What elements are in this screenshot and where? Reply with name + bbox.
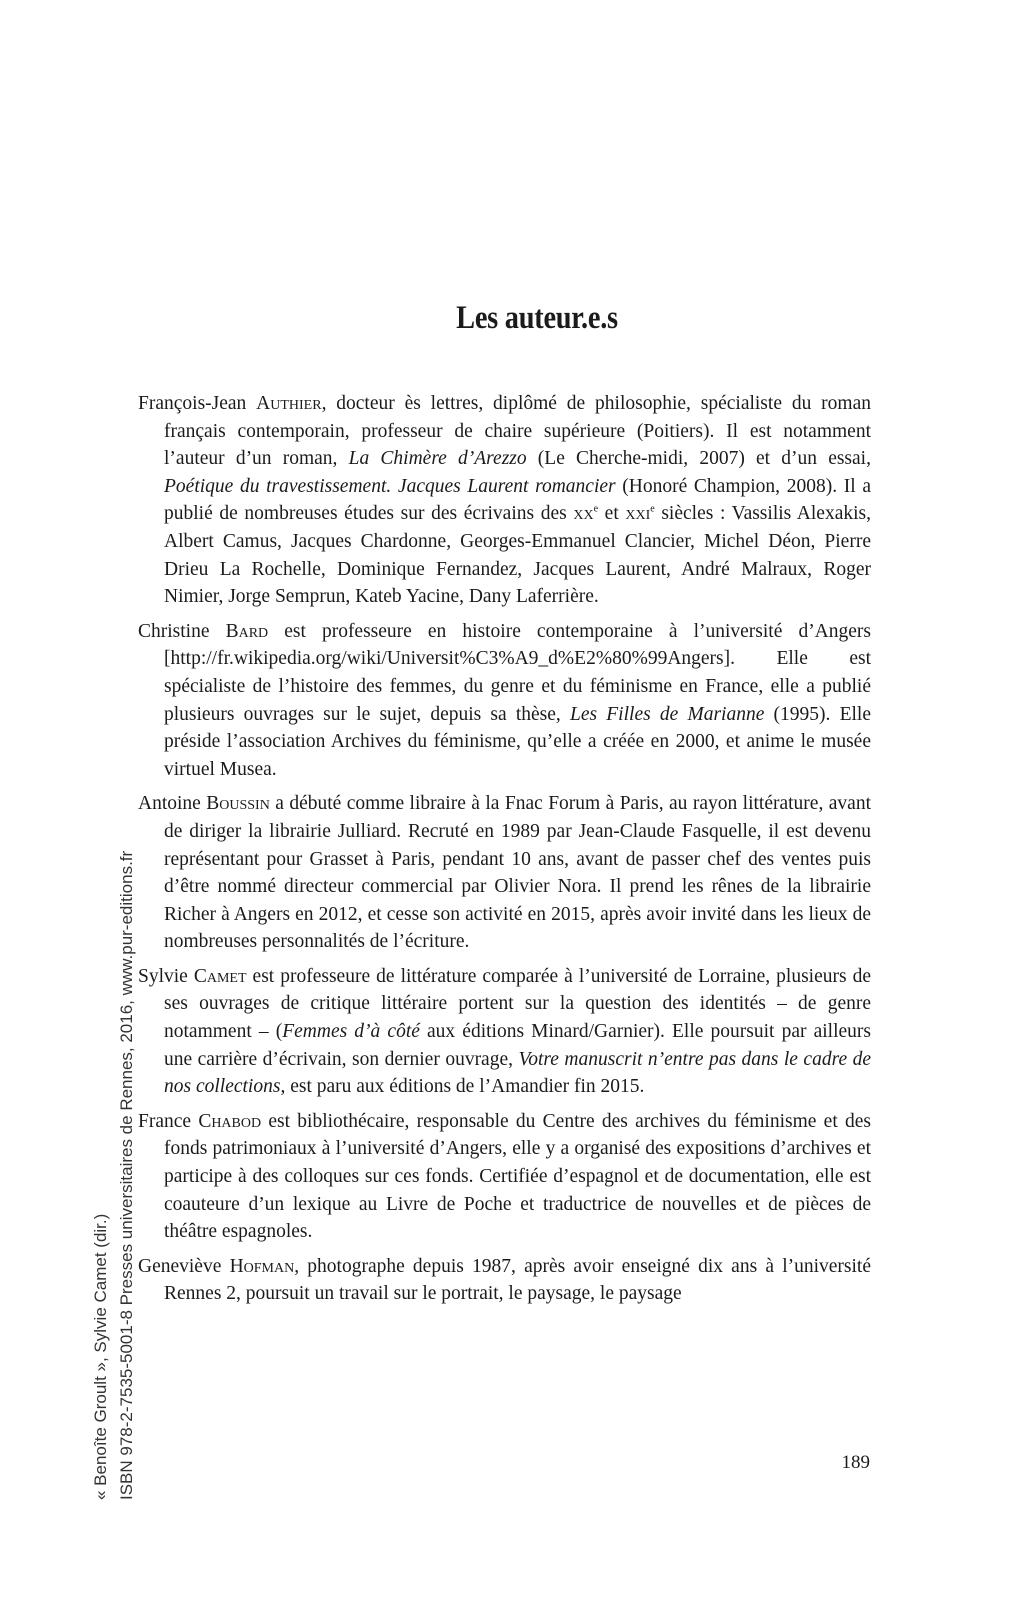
author-surname: Camet bbox=[193, 965, 247, 987]
century-superscript: e bbox=[593, 503, 599, 515]
entry-text: et bbox=[598, 503, 626, 525]
author-entry-camet bbox=[138, 963, 871, 1101]
author-surname: Hofman bbox=[229, 1255, 295, 1277]
century-numeral: xx bbox=[573, 503, 594, 525]
margin-citation bbox=[88, 851, 140, 1500]
author-entry-bard bbox=[138, 618, 871, 784]
entry-text: aux éditions Minard/Garnier). Elle poursuit par ailleurs une carrière d’écrivain, son dernier ouvrage, bbox=[164, 1021, 871, 1070]
author-surname: Authier bbox=[256, 393, 322, 414]
book-title: La Chimère d’Arezzo bbox=[348, 448, 527, 470]
entry-text: (Honoré Champion, 2008). Il a publié de nombreuses études sur des écrivains des bbox=[164, 475, 871, 525]
author-entry-boussin bbox=[138, 790, 871, 956]
entry-text: est bibliothécaire, responsable du Centre des archives du féminisme et des fonds patrimoniaux à l’université d’Angers, elle y a organisé des expositions d’archives et participe à des colloques sur ces fonds. Certifiée d’espagnol et de documentation, elle est coauteure d’un lexique au Livre de Poche et traductrice de nouvelles et de pièces de théâtre espagnoles. bbox=[164, 1110, 871, 1243]
entry-text: siècles : Vassilis Alexakis, Albert Camus, Jacques Chardonne, Georges-Emmanuel Clancier, Michel Déon, Pierre Drieu La Rochelle, Dominique Fernandez, Jacques Laurent, André Malraux, Roger Nimier, Jorge Semprun, Kateb Yacine, Dany Laferrière. bbox=[164, 503, 871, 608]
citation-line-title: « Benoîte Groult », Sylvie Camet (dir.) bbox=[91, 1213, 110, 1500]
book-title: Femmes d’à côté bbox=[282, 1021, 420, 1043]
author-firstname: France bbox=[138, 1110, 199, 1132]
entry-text: (Le Cherche-midi, 2007) et d’un essai, bbox=[526, 448, 871, 470]
entry-text: , est paru aux éditions de l’Amandier fin 2015. bbox=[280, 1076, 645, 1098]
book-title: Les Filles de Marianne bbox=[570, 703, 765, 725]
century-superscript: e bbox=[650, 503, 655, 515]
author-firstname: Antoine bbox=[138, 793, 207, 815]
author-entry-chabod bbox=[138, 1108, 871, 1246]
author-firstname: Geneviève bbox=[138, 1255, 230, 1277]
author-entry-hofman bbox=[138, 1253, 871, 1308]
author-firstname: François-Jean bbox=[138, 393, 257, 414]
page-title: Les auteur.e.s bbox=[456, 300, 618, 336]
author-entry-authier bbox=[138, 390, 871, 611]
book-title: Poétique du travestissement. Jacques Laurent romancier bbox=[164, 475, 616, 497]
author-surname: Chabod bbox=[198, 1110, 262, 1132]
entry-text: (1995). Elle préside l’association Archives du féminisme, qu’elle a créée en 2000, et anime le musée virtuel Musea. bbox=[164, 703, 872, 780]
century-numeral: xxi bbox=[625, 503, 651, 525]
author-list bbox=[138, 390, 871, 1315]
author-surname: Bard bbox=[225, 620, 269, 642]
book-title: Votre manuscrit n’entre pas dans le cadre de nos collections bbox=[164, 1048, 871, 1098]
entry-text: a débuté comme libraire à la Fnac Forum à Paris, au rayon littérature, avant de diriger la librairie Julliard. Recruté en 1989 par Jean-Claude Fasquelle, il est devenu représentant pour Grasset à Paris, pendant 10 ans, avant de passer chef des ventes puis d’être nommé directeur commercial par Olivier Nora. Il prend les rênes de la librairie Richer à Angers en 2012, et cesse son activité en 2015, après avoir invité dans les lieux de nombreuses personnalités de l’écriture. bbox=[164, 793, 871, 953]
entry-text: , photographe depuis 1987, après avoir enseigné dix ans à l’université Rennes 2, poursuit un travail sur le portrait, le paysage, le paysage bbox=[164, 1255, 872, 1305]
entry-text: , docteur ès lettres, diplômé de philosophie, spécialiste du roman français contemporain, professeur de chaire supérieure (Poitiers). Il est notamment l’auteur d’un roman, bbox=[164, 393, 871, 470]
entry-text: est professeure en histoire contemporaine à l’université d’Angers [http://fr.wikipedia.org/wiki/Universit%C3%A9_d%E2%80%99Angers]. Elle est spécialiste de l’histoire des femmes, du genre et du féminisme en France, elle a publié plusieurs ouvrages sur le sujet, depuis sa thèse, bbox=[164, 620, 872, 725]
author-firstname: Christine bbox=[138, 620, 226, 642]
page-number: 189 bbox=[841, 1452, 870, 1473]
entry-text: est professeure de littérature comparée à l’université de Lorraine, plusieurs de ses ouvrages de critique littéraire portent sur la question des identités – de genre notamment – ( bbox=[164, 965, 871, 1043]
author-firstname: Sylvie bbox=[138, 965, 194, 987]
author-surname: Boussin bbox=[206, 793, 270, 815]
citation-line-isbn: ISBN 978-2-7535-5001-8 Presses universitaires de Rennes, 2016, www.pur-editions.fr bbox=[117, 850, 136, 1500]
